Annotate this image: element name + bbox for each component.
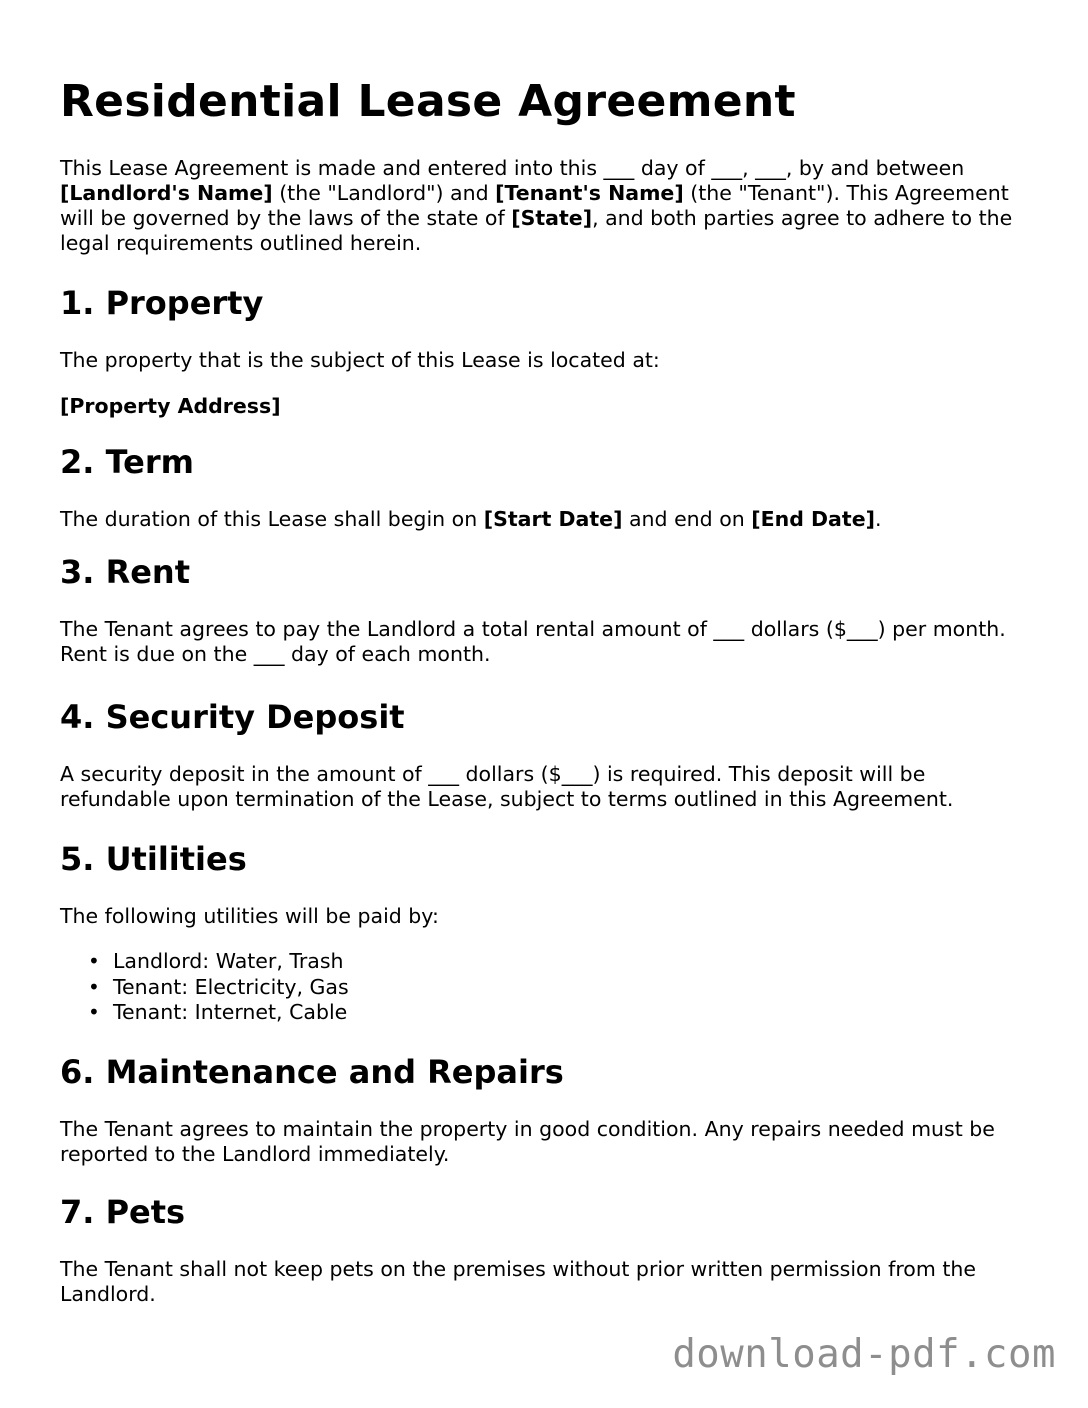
intro-paragraph — [60, 156, 1035, 256]
bullet-icon: • — [88, 1000, 100, 1024]
end-date-placeholder: [End Date] — [751, 507, 875, 531]
property-text: The property that is the subject of this Lease is located at: — [60, 348, 660, 372]
section-heading-property: 1. Property — [60, 284, 264, 322]
property-address: [Property Address] — [60, 394, 281, 418]
property-address-placeholder — [60, 394, 1035, 419]
landlord-name-placeholder: [Landlord's Name] — [60, 181, 273, 205]
utility-item-text: Landlord: Water, Trash — [113, 949, 344, 973]
section-heading-security-deposit: 4. Security Deposit — [60, 698, 405, 736]
pets-text: The Tenant shall not keep pets on the premises without prior written permission from the Landlord. — [60, 1256, 976, 1306]
list-item — [88, 975, 1035, 1001]
intro-text-2: (the "Landlord") and — [272, 181, 496, 205]
document-title: Residential Lease Agreement — [60, 76, 796, 127]
start-date-placeholder: [Start Date] — [483, 507, 623, 531]
rent-text: The Tenant agrees to pay the Landlord a total rental amount of ___ dollars ($___) per month. Rent is due on the ___ day of each month. — [60, 617, 1006, 666]
list-item — [88, 1000, 1035, 1026]
intro-text-1: This Lease Agreement is made and entered into this ___ day of ___, ___, by and between — [60, 156, 965, 180]
tenant-name-placeholder: [Tenant's Name] — [495, 181, 684, 205]
term-text-1: The duration of this Lease shall begin on — [60, 507, 484, 531]
utility-item-text: Tenant: Electricity, Gas — [113, 974, 349, 999]
list-item — [88, 949, 1035, 975]
security-deposit-text: A security deposit in the amount of ___ dollars ($___) is required. This deposit will be refundable upon termination of the Lease, subject to terms outlined in this Agreement. — [60, 762, 954, 811]
term-text-3: . — [874, 507, 882, 531]
intro-text-3: (the "Tenant"). This Agreement will be governed by the laws of the state of — [60, 181, 1009, 230]
utility-item-text: Tenant: Internet, Cable — [113, 1000, 348, 1024]
section-heading-term: 2. Term — [60, 443, 194, 481]
section-heading-rent: 3. Rent — [60, 553, 190, 591]
state-placeholder: [State] — [511, 206, 593, 230]
term-paragraph — [60, 507, 1035, 532]
utilities-text: The following utilities will be paid by: — [60, 904, 439, 928]
bullet-icon: • — [88, 949, 100, 973]
section-heading-pets: 7. Pets — [60, 1192, 186, 1231]
section-heading-maintenance: 6. Maintenance and Repairs — [60, 1052, 564, 1091]
utilities-list — [60, 949, 1035, 1026]
term-text-2: and end on — [622, 507, 752, 531]
watermark: download-pdf.com — [672, 1332, 1056, 1377]
intro-text-4: , and both parties agree to adhere to the legal requirements outlined herein. — [60, 206, 1013, 255]
maintenance-text: The Tenant agrees to maintain the property in good condition. Any repairs needed must be reported to the Landlord immediately. — [60, 1116, 995, 1166]
bullet-icon: • — [88, 974, 100, 999]
document-page — [60, 0, 1035, 1307]
section-heading-utilities: 5. Utilities — [60, 840, 247, 878]
